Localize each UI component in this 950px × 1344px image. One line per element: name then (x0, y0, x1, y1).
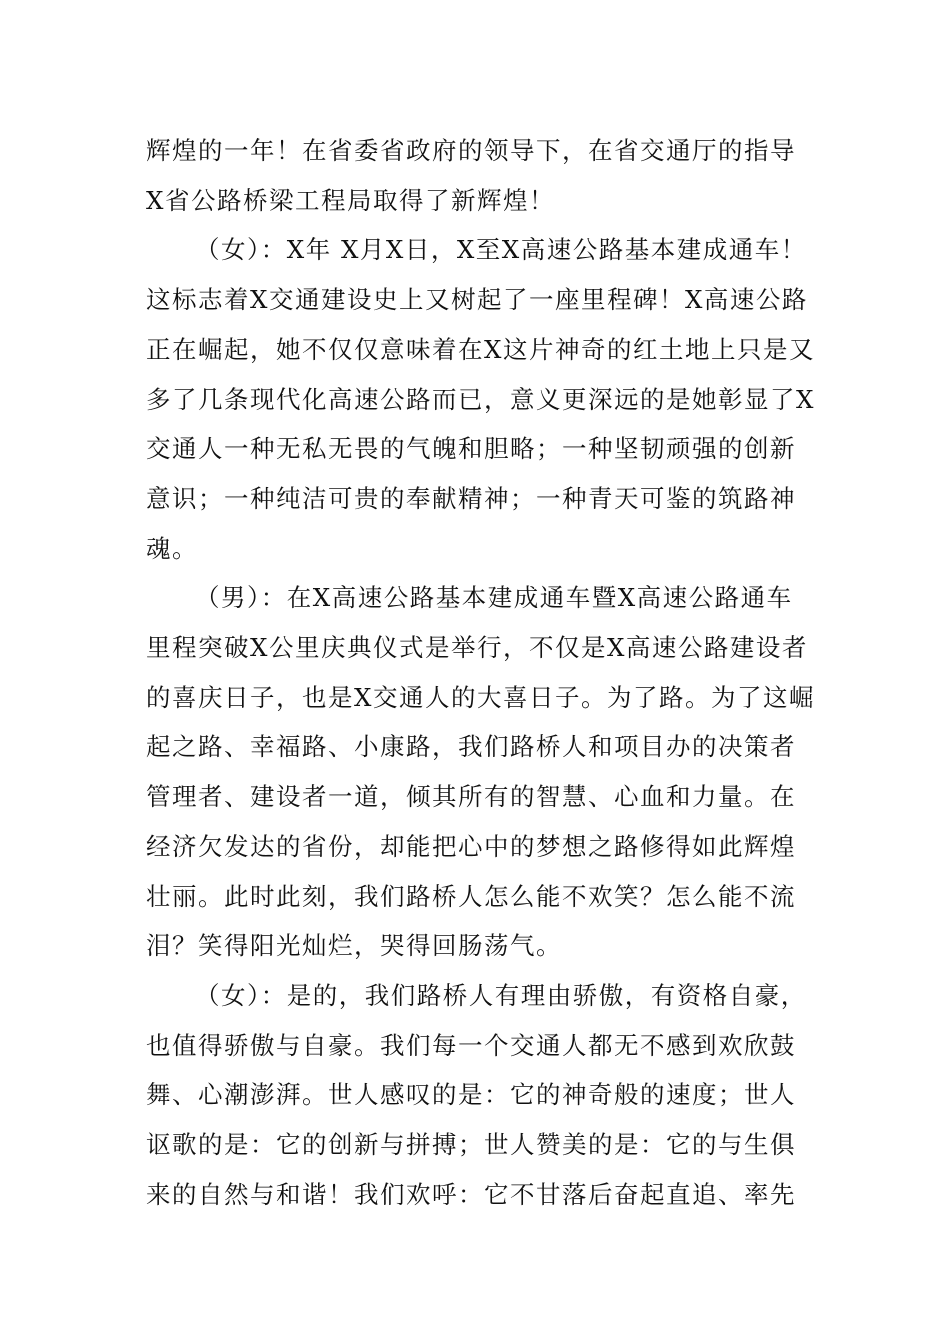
text-line: 交通人一种无私无畏的气魄和胆略；一种坚韧顽强的创新 (146, 434, 796, 464)
paragraph-2 (146, 225, 826, 573)
text-line: 也值得骄傲与自豪。我们每一个交通人都无不感到欢欣鼓 (146, 1030, 796, 1060)
paragraph-4 (146, 971, 826, 1220)
text-line: 正在崛起，她不仅仅意味着在X这片神奇的红土地上只是又 (146, 334, 815, 364)
text-line: （男）：在X高速公路基本建成通车暨X高速公路通车 (195, 583, 793, 613)
text-line: （女）：是的，我们路桥人有理由骄傲，有资格自豪， (195, 980, 807, 1010)
text-line: 来的自然与和谐！我们欢呼：它不甘落后奋起直追、率先 (146, 1179, 796, 1209)
text-line: 里程突破X公里庆典仪式是举行，不仅是X高速公路建设者 (146, 633, 808, 663)
text-line: （女）：X年 X月X日，X至X高速公路基本建成通车！ (195, 235, 807, 265)
text-line: 舞、心潮澎湃。世人感叹的是：它的神奇般的速度；世人 (146, 1080, 796, 1110)
text-line: 辉煌的一年！在省委省政府的领导下，在省交通厅的指导 (146, 136, 796, 165)
text-line: 壮丽。此时此刻，我们路桥人怎么能不欢笑？怎么能不流 (146, 881, 796, 911)
text-line: 讴歌的是：它的创新与拼搏；世人赞美的是：它的与生俱 (146, 1130, 796, 1160)
document-body (146, 126, 826, 1219)
text-line: 多了几条现代化高速公路而已，意义更深远的是她彰显了X (146, 384, 815, 414)
paragraph-3 (146, 573, 826, 971)
text-line: 的喜庆日子，也是X交通人的大喜日子。为了路。为了这崛 (146, 682, 815, 712)
text-line: X省公路桥梁工程局取得了新辉煌！ (146, 185, 555, 215)
text-line: 意识；一种纯洁可贵的奉献精神；一种青天可鉴的筑路神 (146, 483, 796, 513)
text-line: 泪？笑得阳光灿烂，哭得回肠荡气。 (146, 931, 562, 961)
text-line: 管理者、建设者一道，倾其所有的智慧、心血和力量。在 (146, 782, 796, 812)
text-line: 经济欠发达的省份，却能把心中的梦想之路修得如此辉煌 (146, 831, 796, 861)
text-line: 魂。 (146, 533, 198, 563)
text-line: 这标志着X交通建设史上又树起了一座里程碑！X高速公路 (146, 285, 808, 315)
text-line: 起之路、幸福路、小康路，我们路桥人和项目办的决策者 (146, 732, 796, 762)
paragraph-1 (146, 126, 826, 225)
